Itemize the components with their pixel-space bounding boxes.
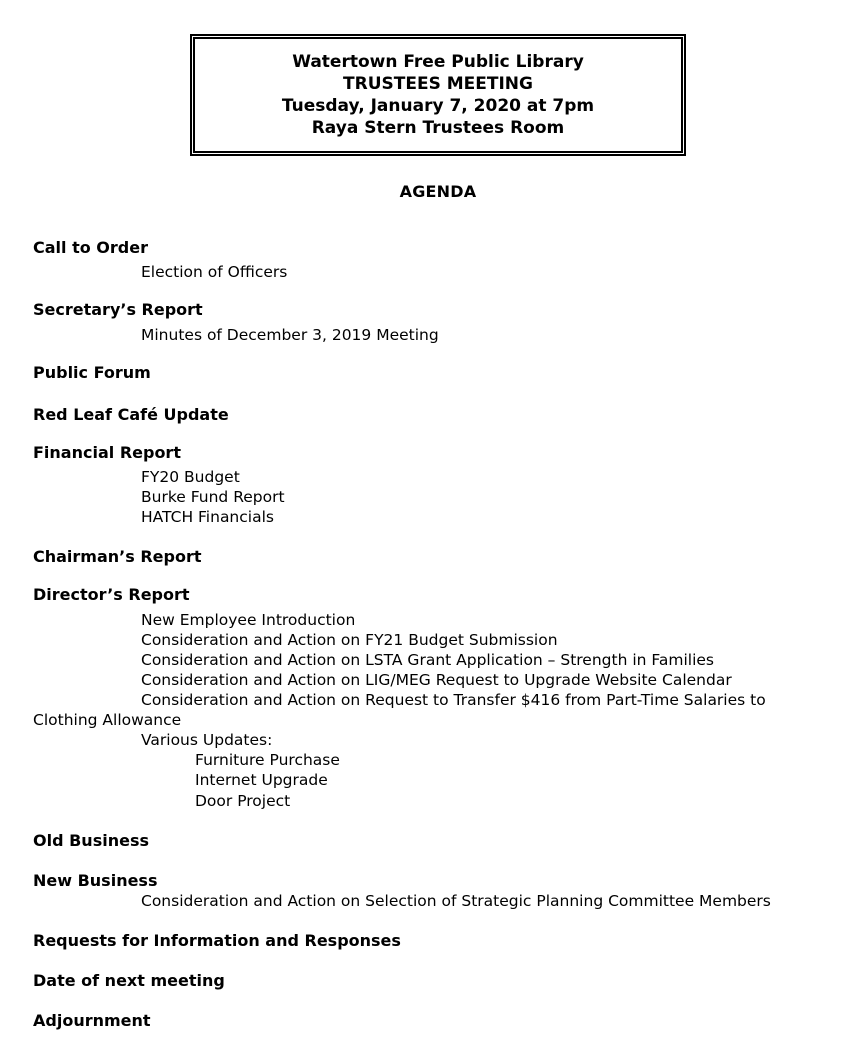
section-financial-report: Financial Report [33, 443, 181, 462]
agenda-item: Various Updates: [141, 731, 273, 749]
section-director-report: Director’s Report [33, 585, 190, 604]
section-adjournment: Adjournment [33, 1011, 151, 1030]
meeting-type: TRUSTEES MEETING [343, 74, 533, 94]
agenda-item: Burke Fund Report [141, 488, 285, 506]
agenda-item: Consideration and Action on Selection of Strategic Planning Committee Members [141, 892, 771, 910]
section-chairman-report: Chairman’s Report [33, 547, 202, 566]
meeting-date: Tuesday, January 7, 2020 at 7pm [281, 96, 595, 116]
section-requests: Requests for Information and Responses [33, 931, 401, 950]
agenda-item: Consideration and Action on FY21 Budget Submission [141, 631, 558, 649]
agenda-item: New Employee Introduction [141, 611, 356, 629]
section-red-leaf-cafe: Red Leaf Café Update [33, 405, 229, 424]
agenda-sub-item: Door Project [195, 792, 291, 810]
section-next-meeting: Date of next meeting [33, 971, 225, 990]
agenda-item-continuation: Clothing Allowance [33, 711, 182, 729]
agenda-title: AGENDA [399, 182, 477, 201]
agenda-item: FY20 Budget [141, 468, 240, 486]
agenda-item: Election of Officers [141, 263, 288, 281]
section-old-business: Old Business [33, 831, 149, 850]
section-new-business: New Business [33, 871, 158, 890]
agenda-item: Consideration and Action on LIG/MEG Request to Upgrade Website Calendar [141, 671, 732, 689]
section-public-forum: Public Forum [33, 363, 151, 382]
agenda-item: Consideration and Action on Request to Transfer $416 from Part-Time Salaries to [141, 691, 766, 709]
agenda-sub-item: Internet Upgrade [195, 771, 328, 789]
section-call-to-order: Call to Order [33, 238, 148, 257]
section-secretary-report: Secretary’s Report [33, 300, 203, 319]
agenda-sub-item: Furniture Purchase [195, 751, 340, 769]
library-name: Watertown Free Public Library [292, 52, 584, 72]
meeting-location: Raya Stern Trustees Room [311, 118, 565, 138]
agenda-item: HATCH Financials [141, 508, 274, 526]
agenda-item: Minutes of December 3, 2019 Meeting [141, 326, 439, 344]
agenda-item: Consideration and Action on LSTA Grant Application – Strength in Families [141, 651, 715, 669]
meeting-header-box [190, 34, 686, 156]
